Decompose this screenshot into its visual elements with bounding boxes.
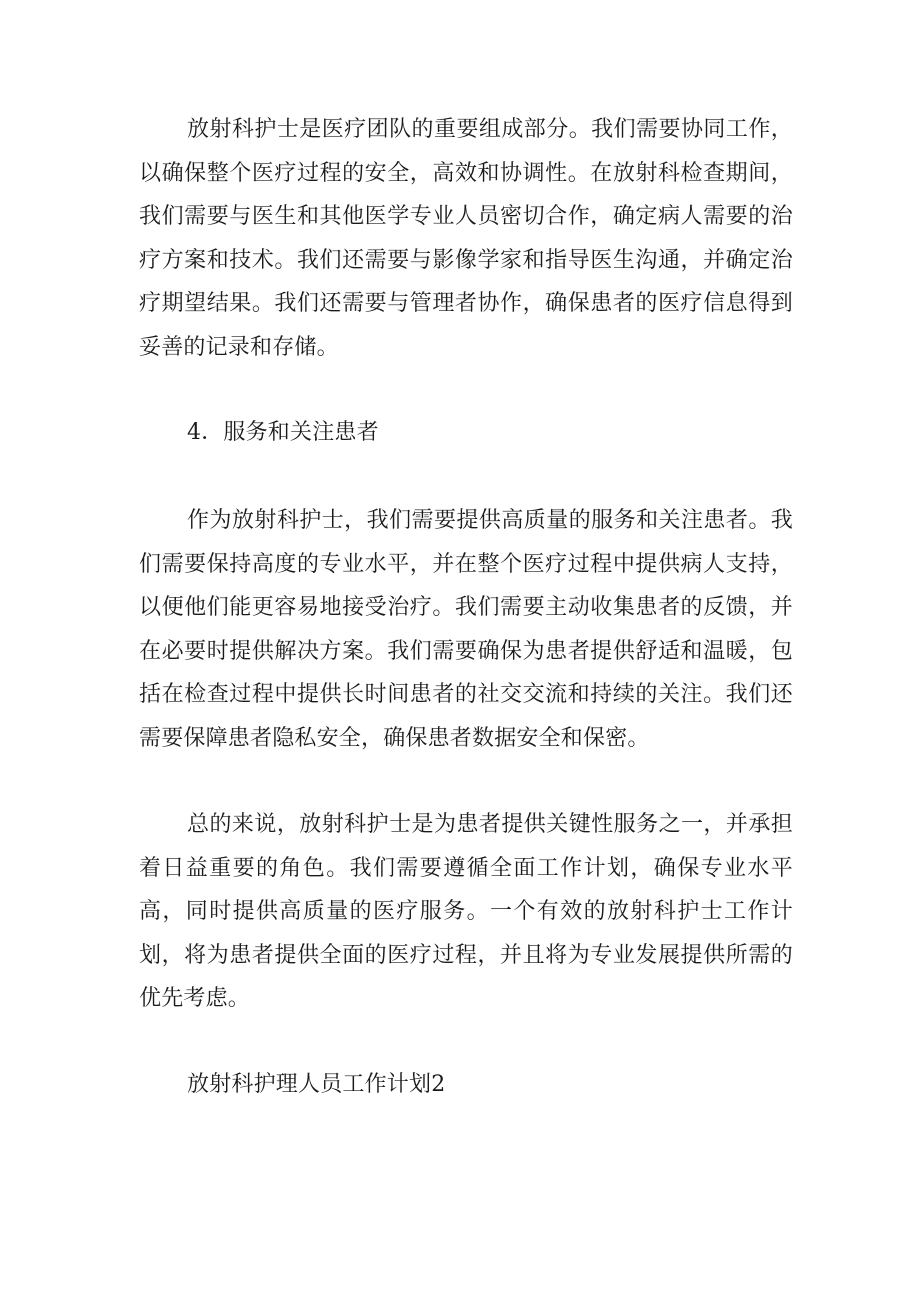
paragraph-teamwork: 放射科护士是医疗团队的重要组成部分。我们需要协同工作，以确保整个医疗过程的安全，高效和协调性。在放射科检查期间，我们需要与医生和其他医学专业人员密切合作，确定病人需要的治疗方案和技术。我们还需要与影像学家和指导医生沟通，并确定治疗期望结果。我们还需要与管理者协作，确保患者的医疗信息得到妥善的记录和存储。 [139, 117, 793, 360]
section-heading-service: 4．服务和关注患者 [187, 420, 379, 445]
next-plan-title: 放射科护理人员工作计划2 [187, 1072, 446, 1097]
paragraph-summary: 总的来说，放射科护士是为患者提供关键性服务之一，并承担着日益重要的角色。我们需要遵循全面工作计划，确保专业水平高，同时提供高质量的医疗服务。一个有效的放射科护士工作计划，将为患者提供全面的医疗过程，并且将为专业发展提供所需的优先考虑。 [139, 812, 793, 1012]
paragraph-patient-care: 作为放射科护士，我们需要提供高质量的服务和关注患者。我们需要保持高度的专业水平，并在整个医疗过程中提供病人支持，以便他们能更容易地接受治疗。我们需要主动收集患者的反馈，并在必要时提供解决方案。我们需要确保为患者提供舒适和温暖，包括在检查过程中提供长时间患者的社交交流和持续的关注。我们还需要保障患者隐私安全，确保患者数据安全和保密。 [139, 508, 793, 751]
